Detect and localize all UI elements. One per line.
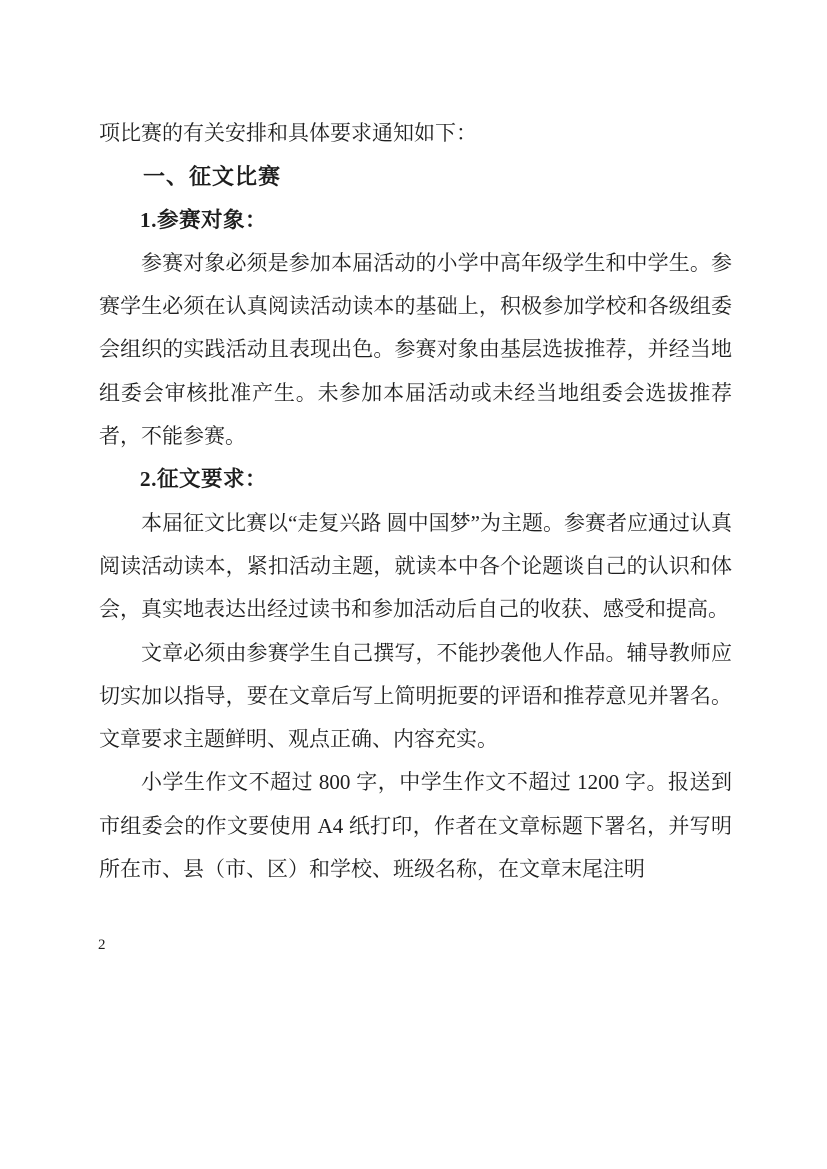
body-paragraph-originality: 文章必须由参赛学生自己撰写，不能抄袭他人作品。辅导教师应切实加以指导，要在文章后写上简明扼要的评语和推荐意见并署名。文章要求主题鲜明、观点正确、内容充实。 — [99, 640, 732, 752]
section-heading-essay-contest: 一、征文比赛 — [143, 164, 282, 190]
page-number: 2 — [98, 937, 106, 953]
subsection-title-participants: 1.参赛对象： — [139, 207, 267, 232]
intro-paragraph: 项比赛的有关安排和具体要求通知如下： — [99, 121, 477, 145]
subsection-title-requirements: 2.征文要求： — [139, 467, 267, 492]
document-content — [99, 112, 732, 891]
body-paragraph-participants: 参赛对象必须是参加本届活动的小学中高年级学生和中学生。参赛学生必须在认真阅读活动读本的基础上，积极参加学校和各级组委会组织的实践活动且表现出色。参赛对象由基层选拔推荐，并经当地组委会审核批准产生。未参加本届活动或未经当地组委会选拔推荐者，不能参赛。 — [99, 250, 732, 449]
body-paragraph-format: 小学生作文不超过 800 字，中学生作文不超过 1200 字。报送到市组委会的作文要使用 A4 纸打印，作者在文章标题下署名，并写明所在市、县（市、区）和学校、班级名称，在文章末尾注明 — [99, 770, 732, 882]
body-paragraph-theme: 本届征文比赛以“走复兴路 圆中国梦”为主题。参赛者应通过认真阅读活动读本，紧扣活动主题，就读本中各个论题谈自己的认识和体会，真实地表达出经过读书和参加活动后自己的收获、感受和提高。 — [99, 510, 732, 622]
